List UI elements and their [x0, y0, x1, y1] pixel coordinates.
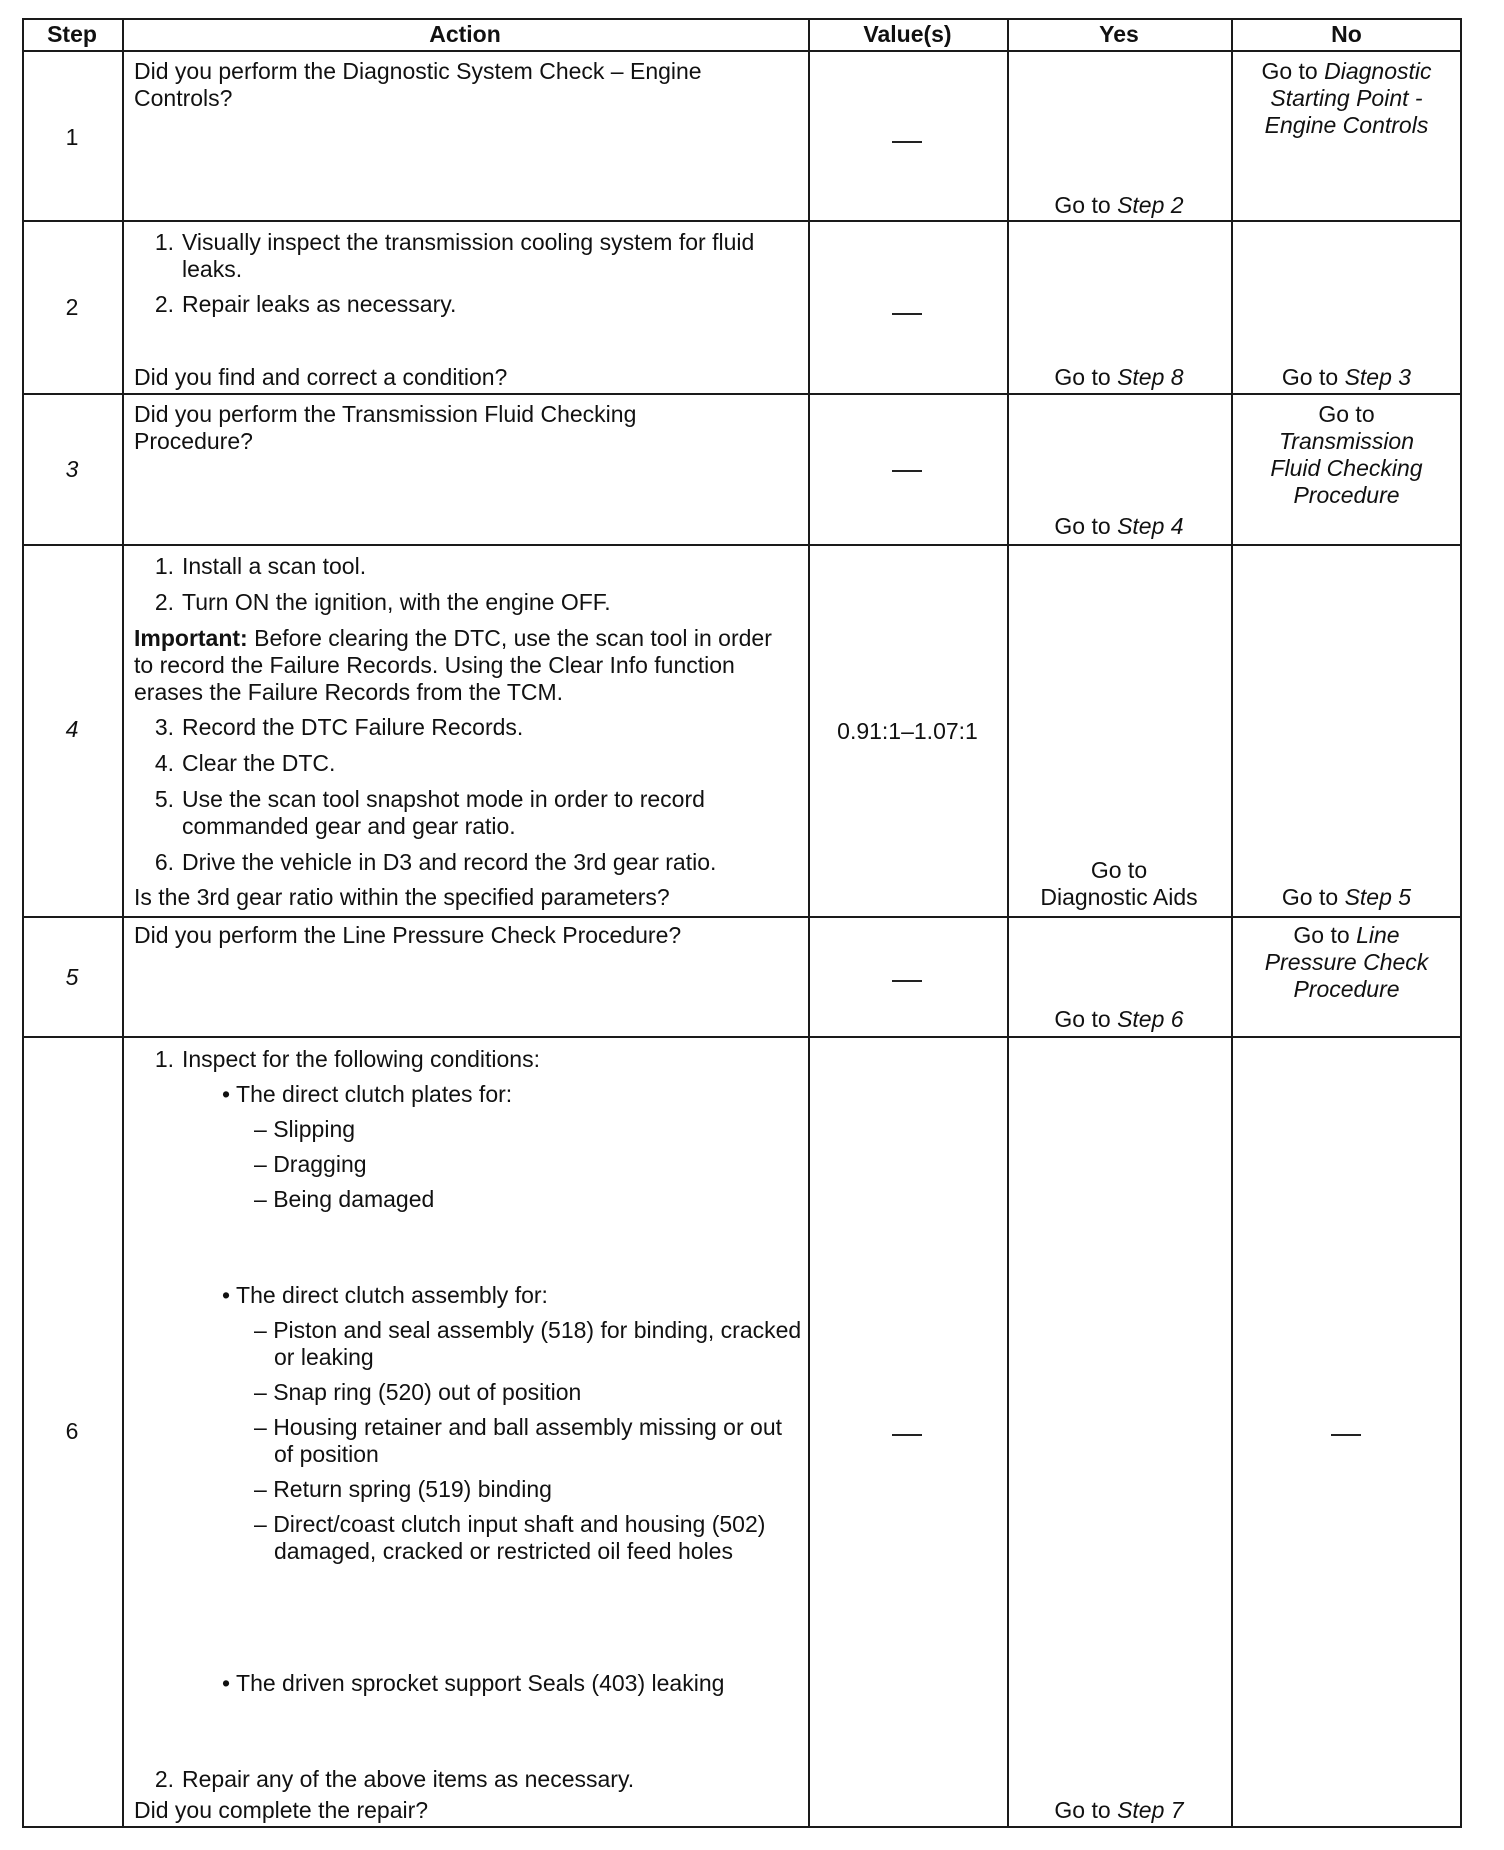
sub-item-text: Housing retainer and ball assembly missing or out of position [273, 1414, 782, 1467]
action-question: Did you complete the repair? [134, 1797, 429, 1823]
action-item: Turn ON the ignition, with the engine OFF. [182, 589, 611, 615]
no-link: Diagnostic [1324, 58, 1432, 84]
yes-step-link: Step 4 [1117, 513, 1184, 539]
sub-item: – Being damaged [254, 1186, 435, 1212]
sub-item: – Return spring (519) binding [254, 1476, 552, 1502]
yes-line: Diagnostic Aids [1040, 884, 1198, 910]
action-item: Install a scan tool. [182, 553, 367, 579]
no-cell [1231, 58, 1462, 139]
step-number: 3 [65, 456, 79, 482]
no-line: Procedure [1293, 482, 1400, 508]
step-number: 2 [65, 294, 79, 320]
item-number: 2. [154, 589, 174, 615]
bullet-text: The driven sprocket support Seals (403) leaking [236, 1670, 725, 1696]
value-dash [892, 1434, 922, 1436]
header-values: Value(s) [863, 20, 952, 47]
yes-cell [1007, 1797, 1231, 1824]
important-note [134, 625, 794, 706]
step-number: 5 [65, 964, 79, 990]
bullet-item: • The direct clutch plates for: [222, 1081, 513, 1107]
action-question: Did you perform the Transmission Fluid Checking Procedure? [134, 401, 637, 454]
sub-item-text: Direct/coast clutch input shaft and housing (502) damaged, cracked or restricted oil feed holes [273, 1511, 766, 1564]
important-text: Before clearing the DTC, use the scan tool in order to record the Failure Records. Using the Clear Info function erases the Failure Records from the TCM. [134, 625, 772, 705]
bullet-item: • The driven sprocket support Seals (403) leaking [222, 1670, 725, 1696]
sub-item: – Housing retainer and ball assembly missing or out of position [254, 1414, 782, 1467]
yes-step-link: Step 6 [1117, 1006, 1184, 1032]
value-dash [892, 980, 922, 982]
sub-item: – Slipping [254, 1116, 356, 1142]
column-divider [122, 18, 124, 1828]
item-number: 2. [154, 291, 174, 317]
bullet-text: The direct clutch assembly for: [236, 1282, 548, 1308]
yes-prefix: Go to [1054, 513, 1118, 539]
no-line: Engine Controls [1264, 112, 1429, 138]
no-line: Pressure Check [1264, 949, 1429, 975]
no-prefix: Go to [1281, 364, 1345, 390]
sub-item-text: Return spring (519) binding [273, 1476, 552, 1502]
no-cell [1231, 922, 1462, 1003]
action-question: Is the 3rd gear ratio within the specified parameters? [134, 884, 670, 910]
header-no: No [1331, 20, 1362, 47]
no-step-link: Step 5 [1344, 884, 1412, 910]
item-number: 6. [154, 849, 174, 875]
no-line: Go to Diagnostic [1261, 58, 1432, 84]
yes-prefix: Go to [1054, 1797, 1118, 1823]
action-item: Drive the vehicle in D3 and record the 3rd gear ratio. [182, 849, 717, 875]
header-action: Action [429, 20, 501, 47]
sub-item-text: Slipping [273, 1116, 356, 1142]
action-item: Repair leaks as necessary. [182, 291, 457, 317]
sub-item: – Direct/coast clutch input shaft and housing (502) damaged, cracked or restricted oil feed holes [254, 1511, 766, 1564]
important-label: Important: [134, 625, 248, 651]
item-number: 1. [154, 1046, 174, 1072]
yes-step-link: Step 7 [1117, 1797, 1184, 1823]
yes-step-link: Step 8 [1117, 364, 1184, 390]
sub-item-text: Being damaged [273, 1186, 435, 1212]
row-divider [22, 393, 1462, 395]
diagnostic-table [22, 8, 1462, 1838]
column-divider [808, 18, 810, 1828]
action-item: Repair any of the above items as necessary. [182, 1766, 635, 1792]
row-divider [22, 544, 1462, 546]
no-line: Fluid Checking [1270, 455, 1423, 481]
no-line: Transmission [1278, 428, 1415, 454]
yes-prefix: Go to [1054, 364, 1118, 390]
item-number: 3. [154, 714, 174, 740]
yes-cell [1007, 364, 1231, 391]
no-cell [1231, 401, 1462, 509]
no-link: Line [1356, 922, 1400, 948]
no-dash [1331, 1434, 1361, 1436]
sub-item-text: Dragging [273, 1151, 367, 1177]
no-line: Go to [1318, 401, 1375, 427]
header-divider [22, 50, 1462, 52]
table-border-bottom [22, 1826, 1462, 1828]
item-number: 5. [154, 786, 174, 812]
action-question: Did you find and correct a condition? [134, 364, 508, 390]
action-question: Did you perform the Diagnostic System Check – Engine Controls? [134, 58, 702, 111]
yes-line: Go to [1090, 857, 1148, 883]
no-prefix: Go to [1281, 884, 1345, 910]
item-number: 1. [154, 229, 174, 255]
bullet-item: • The direct clutch assembly for: [222, 1282, 548, 1308]
value-dash [892, 141, 922, 143]
column-divider [1007, 18, 1009, 1828]
header-step: Step [47, 20, 97, 47]
no-line: Starting Point - [1270, 85, 1423, 111]
sub-item: – Snap ring (520) out of position [254, 1379, 582, 1405]
sub-item: – Dragging [254, 1151, 367, 1177]
item-number: 1. [154, 553, 174, 579]
yes-cell [1007, 192, 1231, 219]
row-divider [22, 220, 1462, 222]
yes-step-link: Step 2 [1117, 192, 1184, 218]
no-line: Procedure [1293, 976, 1400, 1002]
yes-cell [1007, 513, 1231, 540]
bullet-text: The direct clutch plates for: [236, 1081, 513, 1107]
header-yes: Yes [1099, 20, 1139, 47]
action-question: Did you perform the Line Pressure Check Procedure? [134, 922, 682, 948]
no-line: Go to Line [1293, 922, 1400, 948]
step-number: 6 [65, 1418, 79, 1444]
sub-item-text: Piston and seal assembly (518) for binding, cracked or leaking [273, 1317, 802, 1370]
yes-cell [1007, 1006, 1231, 1033]
item-number: 2. [154, 1766, 174, 1792]
row-divider [22, 916, 1462, 918]
action-item: Clear the DTC. [182, 750, 336, 776]
value-dash [892, 313, 922, 315]
item-number: 4. [154, 750, 174, 776]
no-cell [1231, 364, 1462, 391]
no-step-link: Step 3 [1344, 364, 1412, 390]
value-dash [892, 470, 922, 472]
yes-cell [1007, 857, 1231, 911]
step-number: 4 [65, 716, 79, 742]
yes-prefix: Go to [1054, 192, 1118, 218]
yes-prefix: Go to [1054, 1006, 1118, 1032]
value-cell: 0.91:1–1.07:1 [837, 718, 978, 744]
action-item: Visually inspect the transmission cooling system for fluid leaks. [182, 229, 755, 282]
sub-item-text: Snap ring (520) out of position [273, 1379, 582, 1405]
action-item: Inspect for the following conditions: [182, 1046, 540, 1072]
step-number: 1 [65, 124, 79, 150]
no-cell [1231, 884, 1462, 911]
sub-item: – Piston and seal assembly (518) for binding, cracked or leaking [254, 1317, 802, 1370]
action-item: Use the scan tool snapshot mode in order to record commanded gear and gear ratio. [182, 786, 705, 839]
action-item: Record the DTC Failure Records. [182, 714, 524, 740]
table-border-left [22, 18, 24, 1828]
row-divider [22, 1036, 1462, 1038]
